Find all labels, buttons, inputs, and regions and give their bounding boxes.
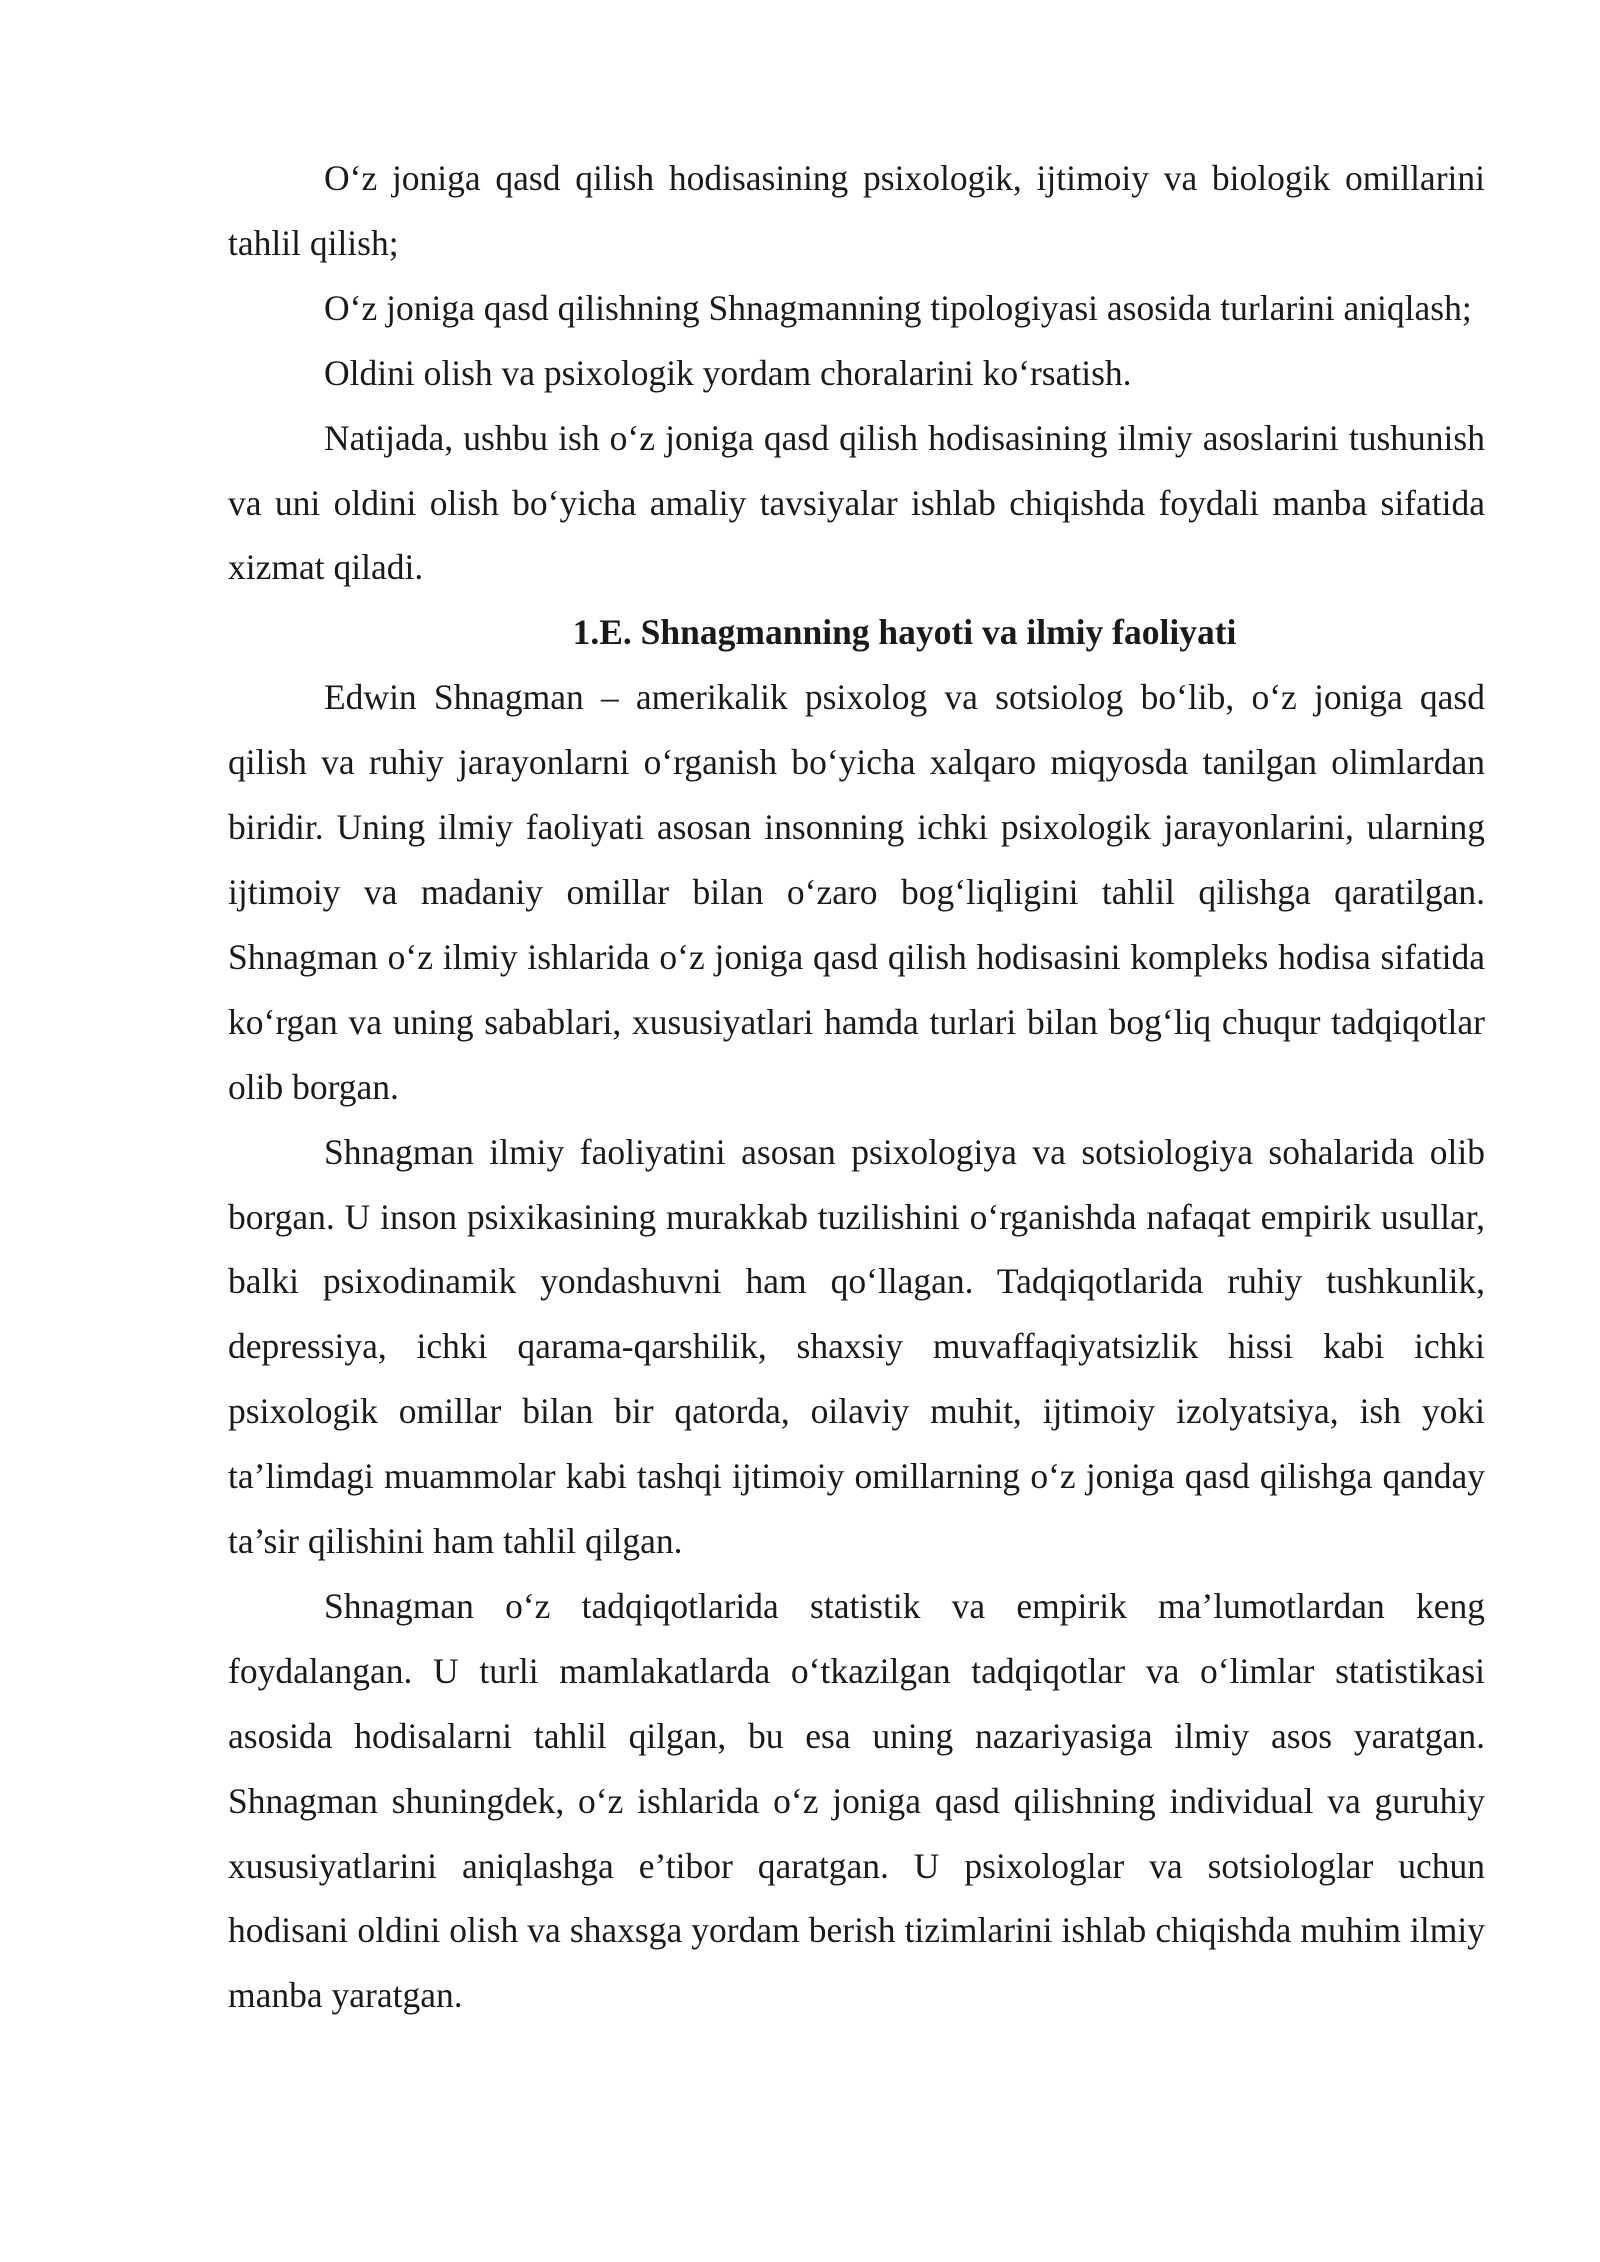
list-item-objective-3: Oldini olish va psixologik yordam choralarini ko‘rsatish. xyxy=(324,352,1132,393)
body-paragraph: Shnagman ilmiy faoliyatini asosan psixologiya va sotsiologiya sohalarida olib borgan. U inson psixikasining murakkab tuzilishini o‘rganishda nafaqat empirik usullar, balki psixodinamik yondashuvni ham qo‘llagan. Tadqiqotlarida ruhiy tushkunlik, depressiya, ichki qarama-qarshilik, shaxsiy muvaffaqiyatsizlik hissi kabi ichki psixologik omillar bilan bir qatorda, oilaviy muhit, ijtimoiy izolyatsiya, ish yoki ta’limdagi muammolar kabi tashqi ijtimoiy omillarning o‘z joniga qasd qilishga qanday ta’sir qilishini ham tahlil qilgan. xyxy=(228,1131,1485,1562)
list-item-objective-1: O‘z joniga qasd qilish hodisasining psixologik, ijtimoiy va biologik omillarini tahlil qilish; xyxy=(228,158,1485,263)
document-body xyxy=(228,146,1485,2028)
list-item-objective-2: O‘z joniga qasd qilishning Shnagmanning tipologiyasi asosida turlarini aniqlash; xyxy=(324,287,1472,328)
body-paragraph: Edwin Shnagman – amerikalik psixolog va sotsiolog bo‘lib, o‘z joniga qasd qilish va ruhiy jarayonlarni o‘rganish bo‘yicha xalqaro miqyosda tanilgan olimlardan biridir. Uning ilmiy faoliyati asosan insonning ichki psixologik jarayonlarini, ularning ijtimoiy va madaniy omillar bilan o‘zaro bog‘liqligini tahlil qilishga qaratilgan. Shnagman o‘z ilmiy ishlarida o‘z joniga qasd qilish hodisasini kompleks hodisa sifatida ko‘rgan va uning sabablari, xususiyatlari hamda turlari bilan bog‘liq chuqur tadqiqotlar olib borgan. xyxy=(228,677,1485,1107)
body-paragraph: Shnagman o‘z tadqiqotlarida statistik va empirik ma’lumotlardan keng foydalangan. U turli mamlakatlarda o‘tkazilgan tadqiqotlar va o‘limlar statistikasi asosida hodisalarni tahlil qilgan, bu esa uning nazariyasiga ilmiy asos yaratgan. Shnagman shuningdek, o‘z ishlarida o‘z joniga qasd qilishning individual va guruhiy xususiyatlarini aniqlashga e’tibor qaratgan. U psixologlar va sotsiologlar uchun hodisani oldini olish va shaxsga yordam berish tizimlarini ishlab chiqishda muhim ilmiy manba yaratgan. xyxy=(228,1585,1485,2016)
conclusion-paragraph: Natijada, ushbu ish o‘z joniga qasd qilish hodisasining ilmiy asoslarini tushunish va uni oldini olish bo‘yicha amaliy tavsiyalar ishlab chiqishda foydali manba sifatida xizmat qiladi. xyxy=(228,417,1485,588)
section-heading: 1.E. Shnagmanning hayoti va ilmiy faoliyati xyxy=(572,612,1237,653)
